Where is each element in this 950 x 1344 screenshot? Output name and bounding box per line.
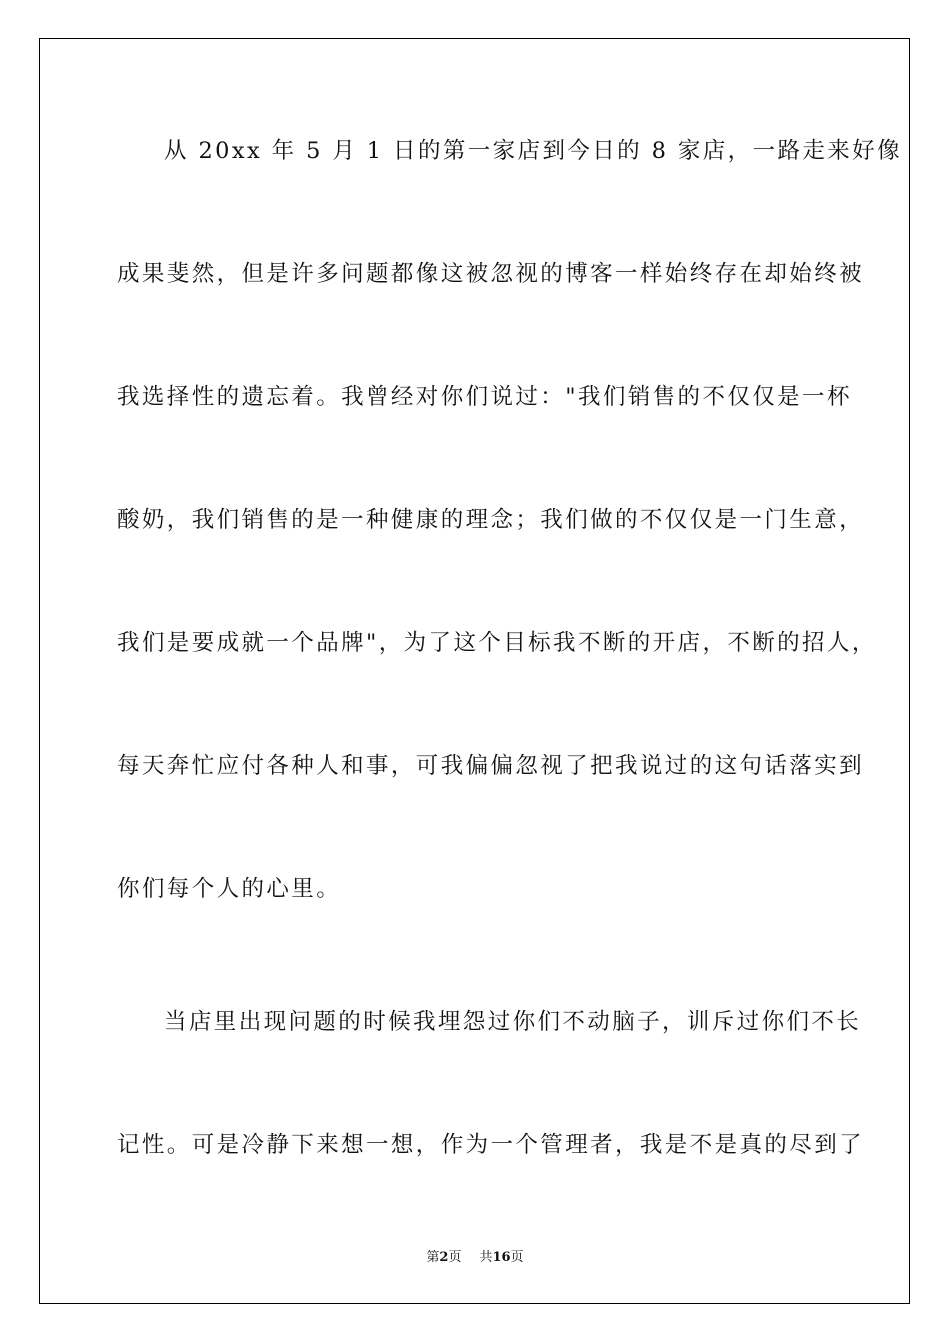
footer-page-prefix: 第	[426, 1250, 440, 1265]
paragraph-2-line-2: 记性。可是冷静下来想一想，作为一个管理者，我是不是真的尽到了	[117, 1132, 865, 1158]
page-border	[39, 38, 910, 1304]
footer-total-unit: 页	[510, 1250, 524, 1265]
footer-page-number: 2	[439, 1250, 449, 1265]
paragraph-1-line-7: 你们每个人的心里。	[117, 876, 342, 902]
paragraph-1-line-1: 从 20xx 年 5 月 1 日的第一家店到今日的 8 家店，一路走来好像	[164, 138, 902, 164]
paragraph-1-line-6: 每天奔忙应付各种人和事，可我偏偏忽视了把我说过的这句话落实到	[117, 753, 865, 779]
footer-page-unit: 页	[448, 1250, 462, 1265]
paragraph-2-line-1: 当店里出现问题的时候我埋怨过你们不动脑子，训斥过你们不长	[164, 1009, 862, 1035]
paragraph-1-line-4: 酸奶，我们销售的是一种健康的理念；我们做的不仅仅是一门生意，	[117, 507, 865, 533]
paragraph-1-line-5: 我们是要成就一个品牌"，为了这个目标我不断的开店，不断的招人，	[117, 630, 877, 656]
paragraph-1-line-3: 我选择性的遗忘着。我曾经对你们说过："我们销售的不仅仅是一杯	[117, 384, 852, 410]
paragraph-1-line-2: 成果斐然，但是许多问题都像这被忽视的博客一样始终存在却始终被	[117, 261, 865, 287]
page-footer	[0, 1246, 950, 1265]
footer-total-prefix: 共	[479, 1250, 493, 1265]
footer-total-pages: 16	[492, 1250, 511, 1265]
